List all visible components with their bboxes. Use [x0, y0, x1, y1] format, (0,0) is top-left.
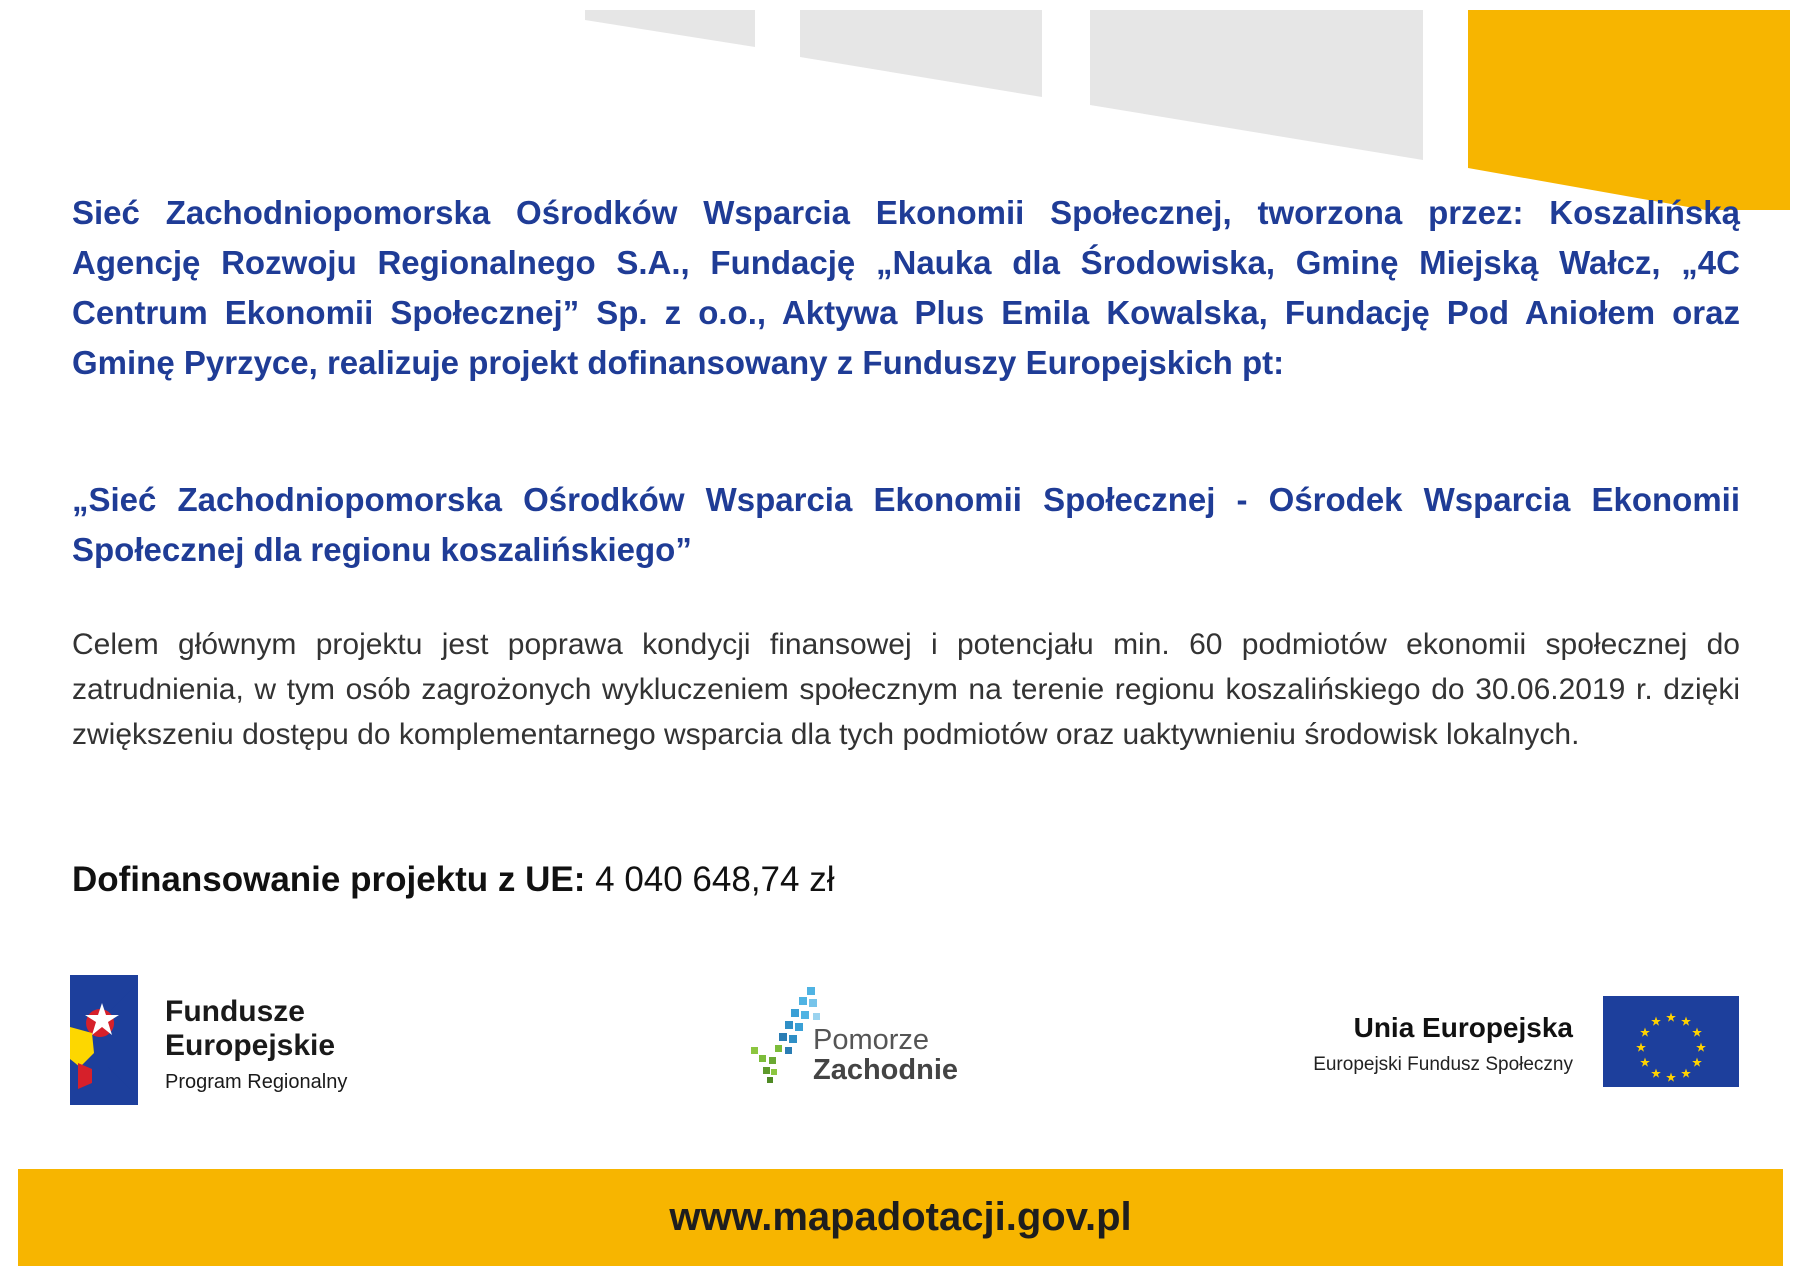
pomorze-text	[813, 1025, 958, 1085]
fundusze-europejskie-logo	[70, 975, 400, 1105]
header-decoration	[0, 0, 1800, 210]
yellow-band	[1468, 10, 1790, 210]
project-description: Celem głównym projektu jest poprawa kondycji finansowej i potencjału min. 60 podmiotów ekonomii społecznej do zatrudnienia, w tym osób zagrożonych wykluczeniem społecznym na terenie regionu koszalińskiego do 30.06.2019 r. dzięki zwiększeniu dostępu do komplementarnego wsparcia dla tych podmiotów oraz uaktywnieniu środowisk lokalnych.	[72, 628, 1740, 751]
funding-line	[72, 860, 835, 900]
pomorze-line1: Pomorze	[813, 1024, 930, 1056]
ue-line2: Europejski Fundusz Społeczny	[1313, 1054, 1573, 1075]
fundusze-europejskie-logo-icon	[70, 975, 138, 1105]
fundusze-line1: Fundusze	[165, 995, 305, 1028]
gray-band-3	[1090, 10, 1423, 160]
eu-flag-icon	[1603, 996, 1739, 1087]
pomorze-line2: Zachodnie	[813, 1054, 959, 1086]
intro-text: Sieć Zachodniopomorska Ośrodków Wsparcia Ekonomii Społecznej, tworzona przez: Koszalińską Agencję Rozwoju Regionalnego S.A., Fundację „Nauka dla Środowiska, Gminę Miejską Wałcz, „4C Centrum Ekonomii Społecznej” Sp. z o.o., Aktywa Plus Emila Kowalska, Fundację Pod Aniołem oraz Gminę Pyrzyce, realizuje projekt dofinansowany z Funduszy Europejskich pt:	[72, 194, 1740, 381]
fundusze-text	[165, 995, 347, 1097]
project-title: „Sieć Zachodniopomorska Ośrodków Wsparcia Ekonomii Społecznej - Ośrodek Wsparcia Ekonomii Społecznej dla regionu koszalińskiego”	[72, 481, 1740, 568]
footer-bar	[18, 1169, 1783, 1266]
footer-url-link[interactable]: www.mapadotacji.gov.pl	[669, 1195, 1132, 1239]
ue-line1: Unia Europejska	[1353, 1012, 1573, 1043]
gray-band-2	[800, 10, 1042, 97]
pomorze-zachodnie-logo	[745, 985, 985, 1095]
fundusze-line2: Europejskie	[165, 1029, 336, 1062]
fundusze-subtitle: Program Regionalny	[165, 1071, 348, 1093]
unia-europejska-text	[1313, 1010, 1573, 1080]
funding-label: Dofinansowanie projektu z UE:	[72, 860, 586, 899]
gray-band-1	[585, 10, 755, 47]
funding-amount: 4 040 648,74 zł	[595, 860, 835, 899]
